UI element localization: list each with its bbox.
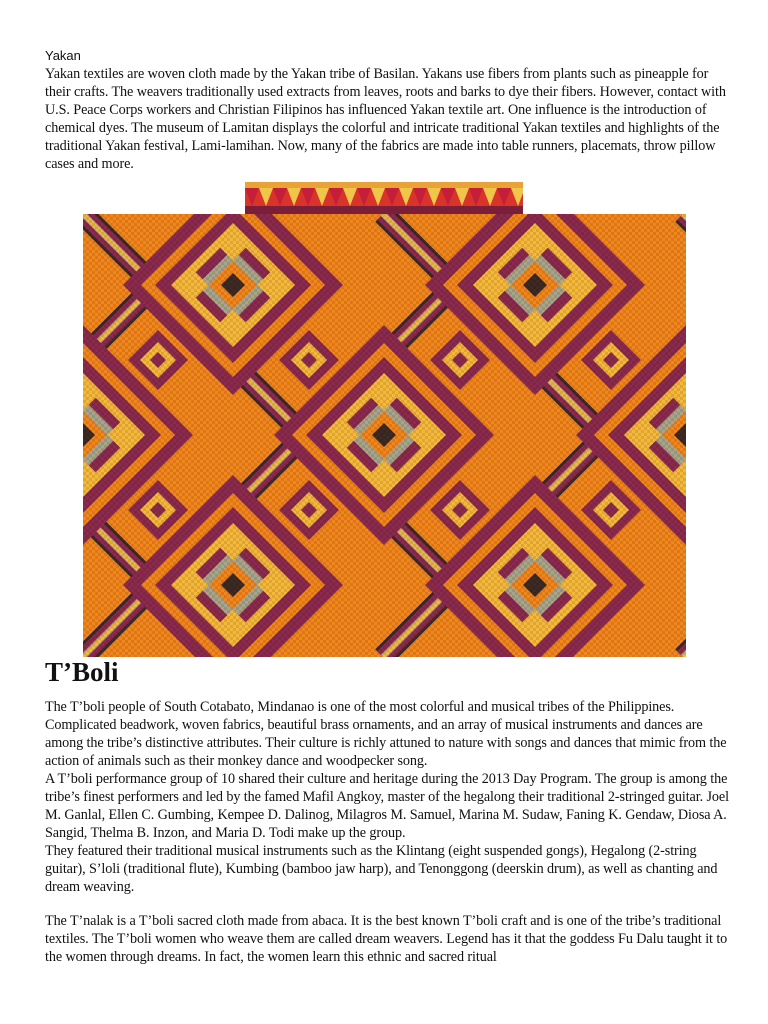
textile-strip-image bbox=[245, 182, 523, 214]
yakan-paragraph: Yakan textiles are woven cloth made by the Yakan tribe of Basilan. Yakans use fibers from plants such as pineapple for their crafts. The weavers traditionally used extracts from leaves, roots and barks to dye their fibers. However, contact with U.S. Peace Corps workers and Christian Filipinos has influenced Yakan textile art. One influence is the introduction of chemical dyes. The museum of Lamitan displays the colorful and intricate traditional Yakan textiles and highlights of the traditional Yakan festival, Lami-lamihan. Now, many of the fabrics are made into table runners, placemats, throw pillow cases and more. bbox=[45, 66, 726, 172]
section-heading-tboli: T’Boli bbox=[45, 657, 119, 687]
section-label-yakan: Yakan bbox=[45, 48, 81, 63]
tboli-paragraph: A T’boli performance group of 10 shared their culture and heritage during the 2013 Day Program. The group is among the tribe’s finest performers and led by the famed Mafil Angkoy, master of the hegalong their traditional 2-stringed guitar. Joel M. Ganlal, Ellen C. Gumbing, Kempee D. Dalinog, Milagros M. Samuel, Marina M. Sudaw, Faning K. Gendaw, Diosa A. Sangid, Thelma B. Inzon, and Maria D. Todi make up the group. bbox=[45, 771, 729, 841]
yakan-textile-image bbox=[83, 214, 686, 657]
tnalak-paragraph bbox=[45, 912, 735, 966]
tboli-paragraph: They featured their traditional musical instruments such as the Klintang (eight suspended gongs), Hegalong (2-string guitar), S’loli (traditional flute), Kumbing (bamboo jaw harp), and Tenonggong (deerskin drum), as well as chanting and dream weaving. bbox=[45, 843, 718, 895]
tboli-body bbox=[45, 698, 735, 896]
tboli-paragraph: The T’boli people of South Cotabato, Mindanao is one of the most colorful and musical tribes of the Philippines. Complicated beadwork, woven fabrics, beautiful brass ornaments, and an array of musical instruments and dances are among the tribe’s distinctive attributes. Their culture is richly attuned to nature with songs and dances that mimic from the action of animals such as their monkey dance and woodpecker song. bbox=[45, 699, 727, 769]
tnalak-text: The T’nalak is a T’boli sacred cloth made from abaca. It is the best known T’boli craft and is one of the tribe’s traditional textiles. The T’boli women who weave them are called dream weavers. Legend has it that the goddess Fu Dalu taught it to the women through dreams. In fact, the women learn this ethnic and sacred ritual bbox=[45, 913, 728, 965]
